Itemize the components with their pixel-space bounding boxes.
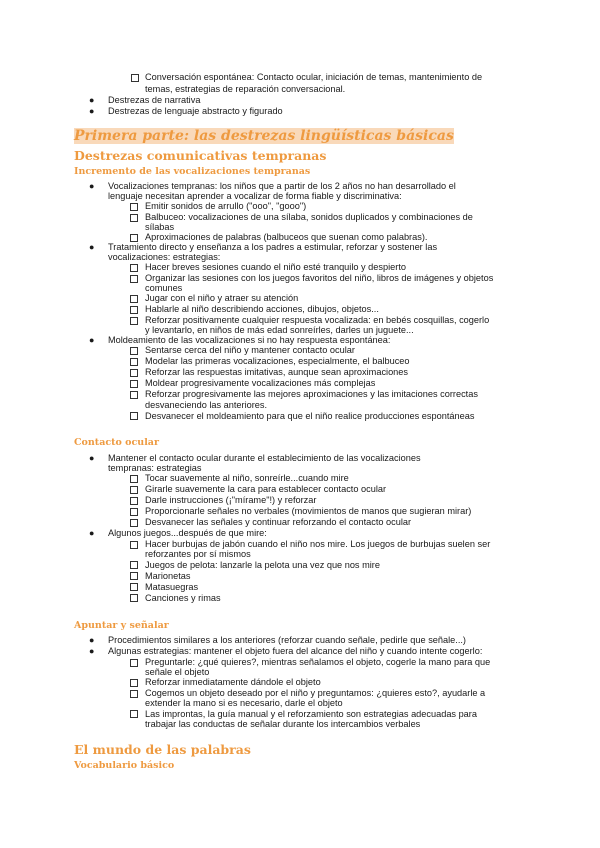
checklist-item: Reforzar positivamente cualquier respuesta vocalizada: en bebés cosquillas, cogerlo xyxy=(145,315,490,325)
checklist-item: Hablarle al niño describiendo acciones, dibujos, objetos... xyxy=(145,304,379,314)
section-title: El mundo de las palabras xyxy=(74,742,251,757)
part-title: Primera parte: las destrezas lingüísticas básicas xyxy=(74,128,454,144)
bullet-icon: ● xyxy=(89,181,95,191)
checkbox[interactable] xyxy=(130,275,138,283)
checklist-item: Sentarse cerca del niño y mantener contacto ocular xyxy=(145,345,355,355)
bullet-icon: ● xyxy=(89,453,95,463)
checkbox[interactable] xyxy=(130,214,138,222)
checklist-item: Proporcionarle señales no verbales (movimientos de manos que sugieran mirar) xyxy=(145,506,472,516)
checklist-item: sílabas xyxy=(145,222,175,232)
bullet-icon: ● xyxy=(89,242,95,252)
checklist-item: Aproximaciones de palabras (balbuceos que suenan como palabras). xyxy=(145,232,428,242)
checklist-item: Cogemos un objeto deseado por el niño y preguntamos: ¿quieres esto?, ayudarle a xyxy=(145,688,486,698)
checkbox[interactable] xyxy=(130,519,138,527)
checklist-item: Desvanecer el moldeamiento para que el niño realice producciones espontáneas xyxy=(145,411,475,421)
checklist-item: Las improntas, la guía manual y el reforzamiento son estrategias adecuadas para xyxy=(145,709,477,719)
checkbox[interactable] xyxy=(130,486,138,494)
checklist-item: trabajar las conductas de señalar durante los intercambios verbales xyxy=(145,719,421,729)
checkbox[interactable] xyxy=(130,234,138,242)
bullet-icon: ● xyxy=(89,528,95,538)
text-line: temas, estrategias de reparación conversacional. xyxy=(145,84,346,94)
checklist-item: Girarle suavemente la cara para establecer contacto ocular xyxy=(145,484,387,494)
checklist-item: Jugar con el niño y atraer su atención xyxy=(145,293,299,303)
bullet-icon: ● xyxy=(89,106,95,116)
list-item: Algunas estrategias: mantener el objeto fuera del alcance del niño y cuando intente cogerlo: xyxy=(108,646,483,656)
checklist-item: Moldear progresivamente vocalizaciones más complejas xyxy=(145,378,376,388)
checklist-item: Preguntarle: ¿qué quieres?, mientras señalamos el objeto, cogerle la mano para que xyxy=(145,657,491,667)
checkbox[interactable] xyxy=(130,347,138,355)
bullet-icon: ● xyxy=(89,635,95,645)
checklist-item: Matasuegras xyxy=(145,582,199,592)
checkbox[interactable] xyxy=(130,306,138,314)
checklist-item: comunes xyxy=(145,283,183,293)
checklist-item: Desvanecer las señales y continuar reforzando el contacto ocular xyxy=(145,517,412,527)
checkbox[interactable] xyxy=(130,690,138,698)
checkbox[interactable] xyxy=(130,583,138,591)
checklist-item: Reforzar inmediatamente dándole el objeto xyxy=(145,677,321,687)
checkbox[interactable] xyxy=(130,317,138,325)
bullet-icon: ● xyxy=(89,95,95,105)
checkbox[interactable] xyxy=(130,412,138,420)
section-subtitle: Vocabulario básico xyxy=(74,760,175,771)
list-item: Algunos juegos...después de que mire: xyxy=(108,528,267,538)
checkbox[interactable] xyxy=(130,264,138,272)
checklist-item: señale el objeto xyxy=(145,667,210,677)
checklist-item: Canciones y rimas xyxy=(145,593,221,603)
list-item: tempranas: estrategias xyxy=(108,463,202,473)
list-item: Mantener el contacto ocular durante el establecimiento de las vocalizaciones xyxy=(108,453,421,463)
list-item: Moldeamiento de las vocalizaciones si no hay respuesta espontánea: xyxy=(108,335,391,345)
checkbox[interactable] xyxy=(130,497,138,505)
list-item: Destrezas de lenguaje abstracto y figurado xyxy=(108,106,283,116)
checkbox[interactable] xyxy=(130,380,138,388)
checkbox[interactable] xyxy=(131,74,139,82)
checklist-item: Marionetas xyxy=(145,571,191,581)
section-title: Contacto ocular xyxy=(74,437,159,448)
checkbox[interactable] xyxy=(130,358,138,366)
checkbox[interactable] xyxy=(130,541,138,549)
checklist-item: Reforzar las respuestas imitativas, aunque sean aproximaciones xyxy=(145,367,408,377)
checkbox[interactable] xyxy=(130,572,138,580)
checklist-item: Reforzar progresivamente las mejores aproximaciones y las imitaciones correctas xyxy=(145,389,478,399)
list-item: lenguaje necesitan aprender a vocalizar de forma fiable y discriminativa: xyxy=(108,191,402,201)
checkbox[interactable] xyxy=(130,594,138,602)
section-subtitle: Incremento de las vocalizaciones tempranas xyxy=(74,166,311,177)
checklist-item: Juegos de pelota: lanzarle la pelota una vez que nos mire xyxy=(145,560,380,570)
bullet-icon: ● xyxy=(89,646,95,656)
checklist-item: reforzantes por sí mismos xyxy=(145,549,251,559)
checklist-item: Balbuceo: vocalizaciones de una sílaba, sonidos duplicados y combinaciones de xyxy=(145,212,473,222)
checklist-item: Hacer burbujas de jabón cuando el niño nos mire. Los juegos de burbujas suelen ser xyxy=(145,539,491,549)
checklist-item: Tocar suavemente al niño, sonreírle...cuando mire xyxy=(145,473,349,483)
checkbox[interactable] xyxy=(130,203,138,211)
checklist-item: y levantarlo, en niños de más edad sonreírles, darles un juguete... xyxy=(145,325,414,335)
checkbox[interactable] xyxy=(130,475,138,483)
section-title: Apuntar y señalar xyxy=(74,620,169,631)
checklist-item: extender la mano si es necesario, darle el objeto xyxy=(145,698,343,708)
checklist-item: Organizar las sesiones con los juegos favoritos del niño, libros de imágenes y objetos xyxy=(145,273,494,283)
list-item: Vocalizaciones tempranas: los niños que a partir de los 2 años no han desarrollado el xyxy=(108,181,456,191)
checkbox[interactable] xyxy=(130,679,138,687)
checklist-item: Hacer breves sesiones cuando el niño esté tranquilo y despierto xyxy=(145,262,406,272)
text-line: Conversación espontánea: Contacto ocular, iniciación de temas, mantenimiento de xyxy=(145,72,483,82)
checkbox[interactable] xyxy=(130,391,138,399)
section-title: Destrezas comunicativas tempranas xyxy=(74,148,327,163)
checkbox[interactable] xyxy=(130,369,138,377)
list-item: Destrezas de narrativa xyxy=(108,95,201,105)
checkbox[interactable] xyxy=(130,561,138,569)
checkbox[interactable] xyxy=(130,295,138,303)
list-item: Procedimientos similares a los anteriores (reforzar cuando señale, pedirle que señale...) xyxy=(108,635,466,645)
checkbox[interactable] xyxy=(130,659,138,667)
list-item: Tratamiento directo y enseñanza a los padres a estimular, reforzar y sostener las xyxy=(108,242,438,252)
checklist-item: Darle instrucciones (¡"mírame"!) y reforzar xyxy=(145,495,317,505)
checkbox[interactable] xyxy=(130,710,138,718)
bullet-icon: ● xyxy=(89,335,95,345)
checklist-item: desvaneciendo las anteriores. xyxy=(145,400,268,410)
checkbox[interactable] xyxy=(130,508,138,516)
checklist-item: Emitir sonidos de arrullo ("ooo", "gooo") xyxy=(145,201,307,211)
list-item: vocalizaciones: estrategias: xyxy=(108,252,221,262)
checklist-item: Modelar las primeras vocalizaciones, especialmente, el balbuceo xyxy=(145,356,410,366)
